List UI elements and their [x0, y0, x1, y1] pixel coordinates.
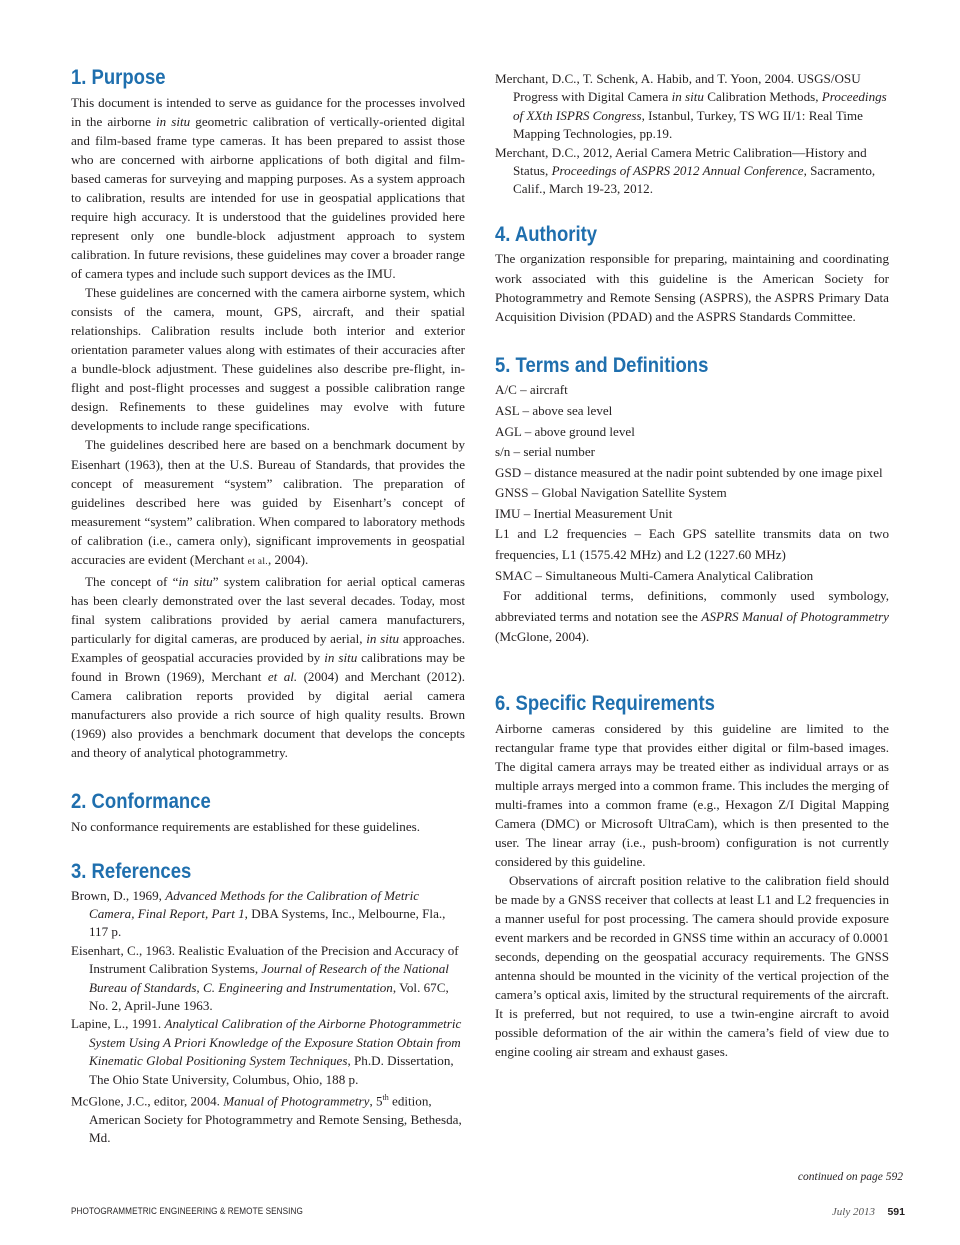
continued-note: continued on page 592 — [797, 1171, 903, 1183]
conformance-paragraph: No conformance requirements are established for these guidelines. — [71, 818, 421, 834]
section-references — [71, 860, 465, 1148]
journal-name: PHOTOGRAMMETRIC ENGINEERING & REMOTE SENSING — [71, 1206, 303, 1217]
text-run: , Sacramento, Calif., March 19-23, 2012. — [513, 163, 876, 197]
text-run: , DBA Systems, Inc., Melbourne, Fla., 117 p. — [89, 906, 446, 940]
section-heading-conformance: 2. Conformance — [71, 789, 211, 814]
text-run: , 5 — [369, 1093, 383, 1109]
text-run: Lapine, L., 1991. — [71, 1016, 165, 1032]
specific-paragraph-2: Observations of aircraft position relative to the calibration field should be made by a GNSS receiver that collects at least L1 and L2 frequencies in a manner useful for post processing. The camera should provide exposure event markers and be recorded in GNSS time within an accuracy of 0.0001 seconds, depending on the geospatial accuracy requirements. The GNSS antenna should be mounted in the vicinity of the vertical projection of the camera’s optical axis, limited by the structural requirements of the aircraft. It is preferred, but not required, to use a twin-engine aircraft to avoid possible deformation of the air within the camera’s field of view due to engine cooling air stream and exhaust gases. — [495, 873, 889, 1060]
italic-run: in situ — [178, 573, 213, 589]
left-column — [71, 66, 465, 1148]
section-purpose — [71, 66, 465, 762]
italic-run: Manual of Photogrammetry — [223, 1093, 370, 1109]
text-run: This document is intended to serve as guidance for the processes involved in the airborne — [71, 94, 465, 129]
reference-entry — [71, 1089, 465, 1148]
issue-date: July 2013 — [831, 1206, 875, 1218]
specific-paragraph-1: Airborne cameras considered by this guideline are limited to the rectangular frame type that provides either digital or film-based images. The digital camera arrays may be treated either as individual arrays or as multiple arrays merged into a common frame. This includes the merging of multi-frames into a common frame (e.g., Hexagon Z/I Digital Mapping Camera (DMC) or Microsoft UltraCam), which is then presented to the user. The linear array (i.e., push-broom) configuration is not currently considered by this guideline. — [495, 720, 889, 869]
page-number: 591 — [887, 1206, 905, 1218]
italic-run: Proceedings of XXth ISPRS Congress — [513, 89, 887, 123]
spacer — [71, 762, 465, 790]
spacer — [71, 836, 465, 860]
authority-paragraph: The organization responsible for preparing, maintaining and coordinating work associated with this guideline is the American Society for Photogrammetry and Remote Sensing (ASPRS), the ASPRS Primary Data Acquisition Division (PDAD) and the ASPRS Standards Committee. — [495, 251, 889, 324]
purpose-paragraph-3 — [71, 435, 465, 571]
section-heading-terms: 5. Terms and Definitions — [495, 352, 709, 377]
spacer — [495, 326, 889, 354]
superscript-run: th — [382, 1093, 389, 1103]
references-continued — [495, 70, 889, 199]
reference-entry — [71, 1015, 465, 1089]
text-run: For additional terms, definitions, commonly used symbology, abbreviated terms and notation see the — [495, 588, 889, 624]
italic-run: Journal of Research of the National Bureau of Standards, C. Engineering and Instrumentation — [89, 961, 449, 995]
reference-entry — [71, 887, 465, 942]
section-authority — [495, 223, 889, 326]
spacer — [495, 648, 889, 692]
italic-run: Proceedings of ASPRS 2012 Annual Conference — [551, 163, 804, 179]
small-caps-run: et al. — [247, 556, 268, 567]
term-definition: SMAC – Simultaneous Multi-Camera Analytical Calibration — [495, 567, 814, 583]
text-run: The guidelines described here are based on a benchmark document by Eisenhart (1963), then at the U.S. Bureau of Standards, that provides the concept of measurement “system” calibration. The preparation of guidelines described here was guided by Eisenhart’s concept of measurement “system” calibration. When compared to laboratory methods of calibration (i.e., camera only), significant improvements in geospatial accuracies are evident (Merchant — [71, 437, 465, 567]
italic-run: in situ — [366, 630, 400, 646]
term-definition: AGL – above ground level — [495, 423, 635, 439]
term-definition: A/C – aircraft — [495, 382, 568, 398]
purpose-paragraph-1 — [71, 93, 465, 283]
term-definition: IMU – Inertial Measurement Unit — [495, 505, 673, 521]
term-definition: L1 and L2 frequencies – Each GPS satellite transmits data on two frequencies, L1 (1575.42 MHz) and L2 (1227.60 MHz) — [495, 526, 889, 563]
text-run: Eisenhart, C., 1963. Realistic Evaluation of the Precision and Accuracy of Instrument Calibration Systems, — [71, 942, 459, 977]
reference-entry — [71, 942, 465, 1016]
text-run: Brown, D., 1969, — [71, 887, 166, 903]
reference-entry — [495, 144, 889, 199]
italic-run: in situ — [324, 650, 358, 665]
text-run: approaches. Examples of geospatial accuracies provided by — [71, 630, 465, 665]
section-heading-specific-requirements: 6. Specific Requirements — [495, 691, 715, 716]
text-run: edition, American Society for Photogrammetry and Remote Sensing, Bethesda, Md. — [89, 1093, 462, 1146]
text-run: geometric calibration of vertically-oriented digital and film-based frame type cameras. It has been prepared to assist those who are concerned with airborne applications of both digital and film-based cameras for surveying and mapping purposes. As a system approach to calibration, results are intended for use in geospatial applications that require high accuracy. It is understood that the guidelines provided here represent only one bundle-block adjustment approach to system calibration. In future revisions, these guidelines may cover a broader range of camera types and include such support devices as the IMU. — [71, 113, 465, 282]
italic-run: ASPRS Manual of Photogrammetry — [701, 608, 889, 624]
section-heading-references: 3. References — [71, 858, 192, 883]
text-run: ” system calibration for aerial optical cameras has been clearly demonstrated over the last several decades. Today, most final system calibrations provided by aerial camera manufacturers, particularly for digital cameras, are produced by aerial, — [71, 573, 465, 646]
text-run: calibrations may be found in Brown (1969), Merchant — [71, 650, 465, 685]
section-heading-authority: 4. Authority — [495, 221, 598, 246]
term-definition: s/n – serial number — [495, 444, 595, 460]
section-specific-requirements — [495, 692, 889, 1061]
text-run: (2004) and Merchant (2012). Camera calibration reports provided by digital aerial camera manufacturers also provide a rich source of high quality results. Brown (1969) also provides a benchmark document that develops the concepts and theory of analytical photogrammetry. — [71, 669, 465, 761]
text-run: , Istanbul, Turkey, TS WG II/1: Real Time Mapping Technologies, pp.19. — [513, 107, 863, 142]
italic-run: Advanced Methods for the Calibration of Metric Camera, Final Report, Part 1 — [89, 887, 420, 922]
purpose-paragraph-4 — [71, 572, 465, 762]
text-run: Merchant, D.C., 2012, Aerial Camera Metric Calibration—History and Status, — [495, 144, 867, 179]
reference-entry — [495, 70, 889, 144]
term-definition: GNSS – Global Navigation Satellite System — [495, 485, 727, 501]
text-run: McGlone, J.C., editor, 2004. — [71, 1093, 224, 1109]
text-run: The concept of “ — [85, 573, 179, 589]
text-run: Merchant, D.C., T. Schenk, A. Habib, and T. Yoon, 2004. USGS/OSU Progress with Digital Camera — [495, 71, 861, 105]
text-run: (McGlone, 2004). — [495, 629, 590, 645]
term-definition: ASL – above sea level — [495, 402, 613, 418]
text-run: , 2004). — [267, 551, 309, 567]
section-heading-purpose: 1. Purpose — [71, 65, 166, 89]
term-definition: GSD – distance measured at the nadir point subtended by one image pixel — [495, 464, 883, 480]
section-terms — [495, 354, 889, 648]
italic-run: et al. — [267, 669, 298, 685]
spacer — [495, 199, 889, 223]
italic-run: in situ — [671, 89, 704, 105]
purpose-paragraph-2: These guidelines are concerned with the camera airborne system, which consists of the camera, mount, GPS, aircraft, and their spatial relationships. Calibration results include both interior and exterior orientation parameter values along with estimates of their accuracies after a bundle-block adjustment. These guidelines also describe pre-flight, in-flight and post-flight processes and suggest a possible calibration range design. Refinements to these guidelines may evolve with future developments to include range specifications. — [71, 285, 465, 434]
section-conformance — [71, 790, 465, 836]
italic-run: Analytical Calibration of the Airborne Photogrammetric System Using A Priori Knowledge of the Exposure Station Obtain from Kinematic Global Positioning System Techniques — [89, 1016, 462, 1069]
terms-note — [495, 586, 889, 648]
text-run: , Ph.D. Dissertation, The Ohio State University, Columbus, Ohio, 188 p. — [89, 1053, 454, 1087]
text-run: Calibration Methods, — [703, 89, 822, 105]
text-run: , Vol. 67C, No. 2, April-June 1963. — [89, 979, 449, 1014]
italic-run: in situ — [156, 113, 191, 129]
right-column — [495, 70, 889, 1062]
